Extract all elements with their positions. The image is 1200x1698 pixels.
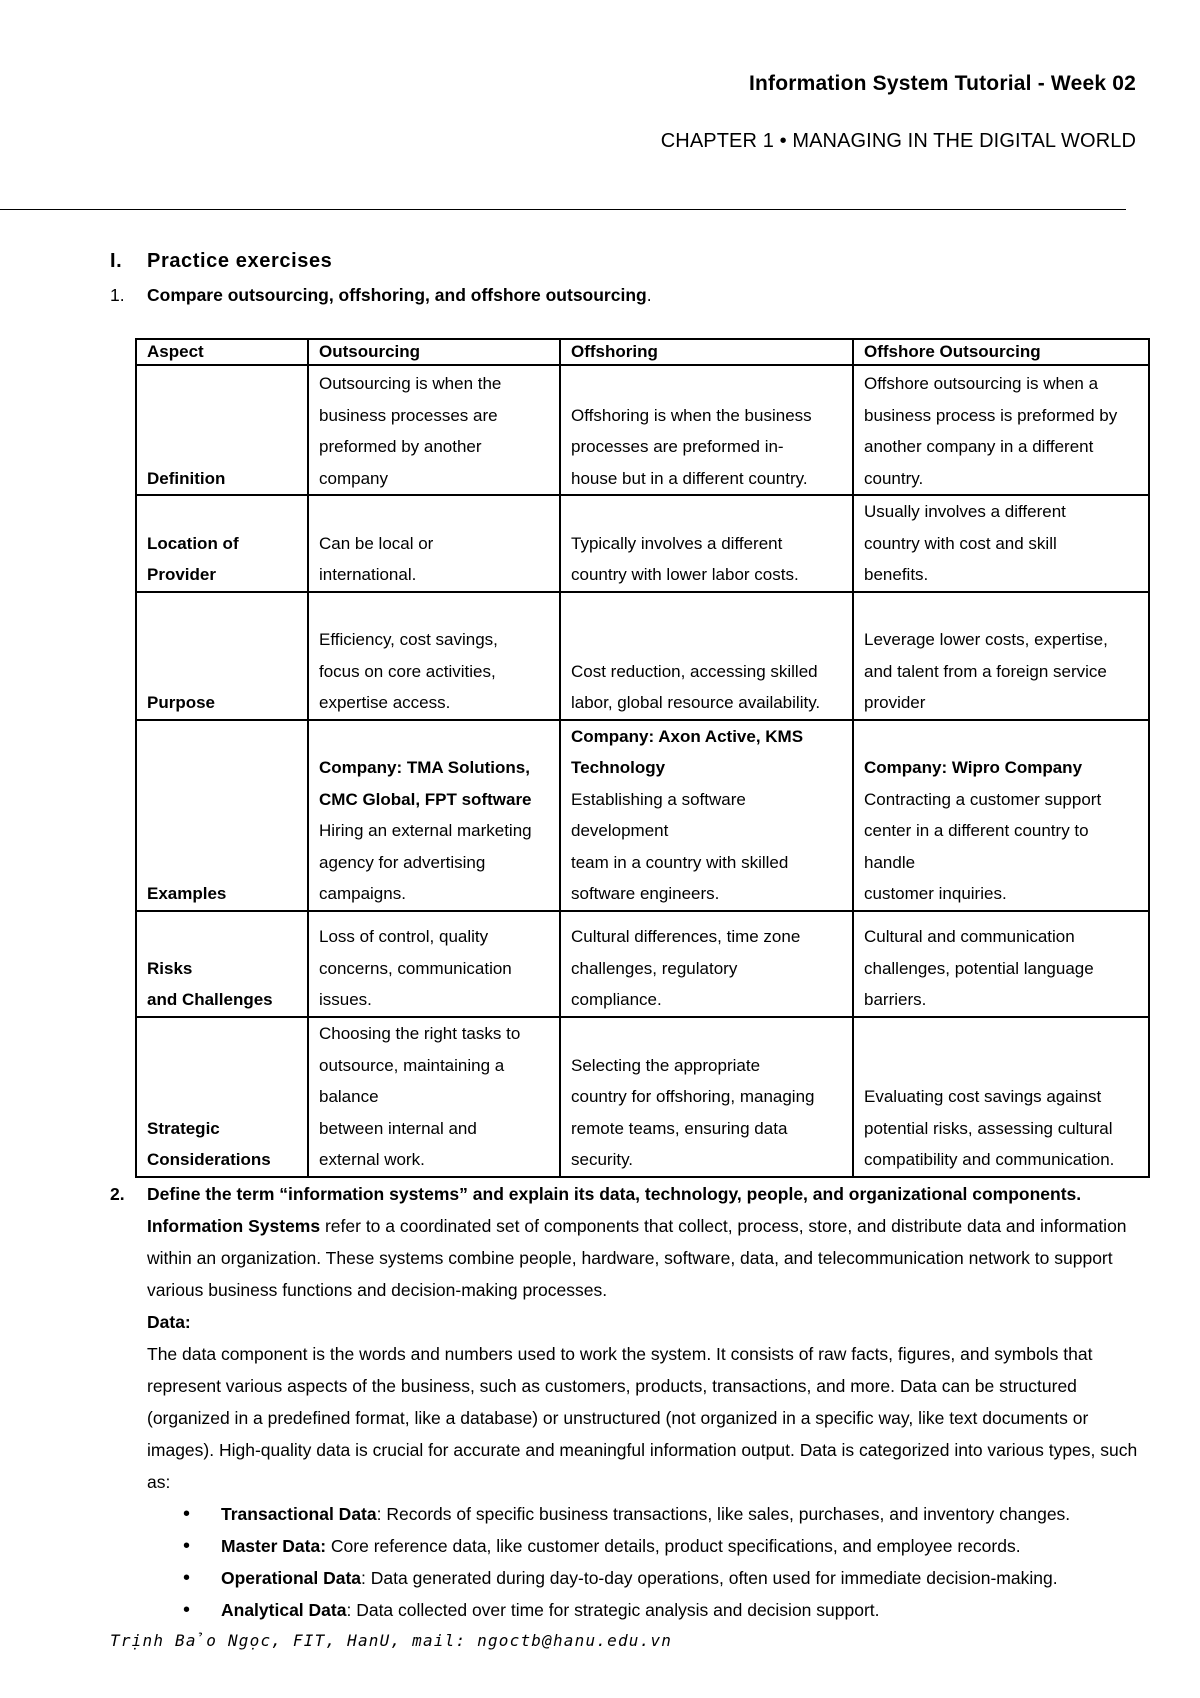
header-divider [0, 209, 1126, 210]
cell-line: Outsourcing is when the [319, 374, 502, 393]
outsourcing-cell [308, 911, 560, 1017]
question-1-text: Compare outsourcing, offshoring, and offshore outsourcing [147, 285, 647, 305]
cell-line: house but in a different country. [571, 468, 808, 488]
list-item-desc: : Data generated during day-to-day operations, often used for immediate decision-making. [361, 1568, 1058, 1588]
cell-line: country with lower labor costs. [571, 565, 799, 584]
list-item-desc: Core reference data, like customer details, product specifications, and employee records. [326, 1536, 1021, 1556]
list-item-term: Transactional Data [221, 1504, 377, 1524]
cell-line: between internal and [319, 1118, 477, 1138]
cell-line: Typically involves a different [571, 533, 783, 553]
list-item [147, 1498, 1150, 1530]
data-types-list [110, 1498, 1150, 1626]
offshoring-cell [560, 911, 853, 1017]
cell-line: business processes are [319, 405, 498, 425]
example-company-line: Technology [571, 758, 666, 777]
table-header-cell: Offshoring [560, 339, 853, 365]
cell-line: external work. [319, 1150, 425, 1169]
section-title: Practice exercises [147, 250, 333, 272]
list-item-term: Analytical Data [221, 1600, 347, 1620]
table-header-cell: Outsourcing [308, 339, 560, 365]
offshoring-cell [560, 720, 853, 911]
intro-text: refer to a coordinated set of components that collect, process, store, and distribute data and information within an organization. These systems combine people, hardware, software, data, and telecommunication network to support various business functions and decision-making processes. [147, 1216, 1127, 1300]
data-paragraph: The data component is the words and numbers used to work the system. It consists of raw facts, figures, and symbols that represent various aspects of the business, such as customers, products, transactions, and more. Data can be structured (organized in a predefined format, like a database) or unstructured (not organized in a specific way, like text documents or images). High-quality data is crucial for accurate and meaningful information output. Data is categorized into various types, such as: [147, 1344, 1138, 1492]
cell-line: preformed by another [319, 437, 482, 456]
cell-line: Establishing a software [571, 789, 746, 809]
aspect-cell [136, 365, 308, 495]
list-item-term: Master Data: [221, 1536, 327, 1556]
example-company-line: Company: Axon Active, KMS [571, 726, 804, 746]
example-company-line: Company: TMA Solutions, [319, 758, 530, 777]
cell-line: Provider [147, 565, 216, 584]
question-2-text: Define the term “information systems” and explain its data, technology, people, and organizational components. [147, 1184, 1082, 1204]
cell-line: center in a different country to [864, 821, 1089, 840]
cell-line: development [571, 821, 669, 840]
cell-line: company [319, 468, 388, 488]
offshore-outsourcing-cell [853, 495, 1149, 592]
outsourcing-cell [308, 592, 560, 720]
intro-term: Information Systems [147, 1216, 321, 1236]
cell-line: compatibility and communication. [864, 1150, 1115, 1169]
cell-line: another company in a different [864, 437, 1094, 456]
cell-line: security. [571, 1150, 634, 1169]
cell-line: handle [864, 852, 916, 872]
cell-line: campaigns. [319, 884, 406, 903]
cell-line: Strategic [147, 1118, 220, 1138]
cell-line: and Challenges [147, 990, 273, 1009]
cell-line: challenges, regulatory [571, 958, 738, 978]
cell-line: issues. [319, 990, 372, 1009]
example-company-line: CMC Global, FPT software [319, 789, 532, 809]
cell-line: country with cost and skill [864, 533, 1057, 553]
offshoring-cell [560, 495, 853, 592]
table-row [136, 720, 1149, 911]
table-row [136, 592, 1149, 720]
list-item [147, 1530, 1150, 1562]
cell-line: processes are preformed in- [571, 437, 784, 456]
cell-line: Purpose [147, 693, 216, 712]
example-company-line: Company: Wipro Company [864, 758, 1083, 777]
cell-line: barriers. [864, 990, 927, 1009]
chapter-subtitle: CHAPTER 1 • MANAGING IN THE DIGITAL WORLD [660, 130, 1136, 152]
cell-line: business process is preformed by [864, 405, 1118, 425]
intro-paragraph [147, 1210, 1150, 1306]
aspect-cell [136, 720, 308, 911]
cell-line: Loss of control, quality [319, 927, 489, 946]
cell-line: and talent from a foreign service [864, 661, 1107, 681]
outsourcing-cell [308, 495, 560, 592]
table-row [136, 1017, 1149, 1177]
cell-line: Selecting the appropriate [571, 1055, 761, 1075]
cell-line: Cost reduction, accessing skilled [571, 661, 818, 681]
cell-line: labor, global resource availability. [571, 693, 821, 712]
cell-line: Leverage lower costs, expertise, [864, 630, 1108, 649]
cell-line: remote teams, ensuring data [571, 1118, 788, 1138]
question-2-number: 2. [110, 1184, 125, 1204]
cell-line: provider [864, 693, 926, 712]
question-2-heading [110, 1178, 1150, 1210]
question-1 [110, 285, 652, 306]
list-item-desc: : Data collected over time for strategic analysis and decision support. [346, 1600, 880, 1620]
offshore-outsourcing-cell [853, 911, 1149, 1017]
cell-line: benefits. [864, 565, 929, 584]
table-header-cell: Offshore Outsourcing [853, 339, 1149, 365]
cell-line: Offshore outsourcing is when a [864, 374, 1099, 393]
cell-line: software engineers. [571, 884, 720, 903]
cell-line: Cultural and communication [864, 927, 1075, 946]
cell-line: Examples [147, 884, 227, 903]
cell-line: Can be local or [319, 533, 434, 553]
cell-line: Efficiency, cost savings, [319, 630, 498, 649]
cell-line: potential risks, assessing cultural [864, 1118, 1113, 1138]
offshore-outsourcing-cell [853, 720, 1149, 911]
cell-line: Usually involves a different [864, 502, 1066, 521]
cell-line: country for offshoring, managing [571, 1087, 815, 1106]
table-row [136, 495, 1149, 592]
cell-line: country. [864, 468, 924, 488]
question-2-answer [110, 1210, 1150, 1498]
cell-line: concerns, communication [319, 958, 512, 978]
offshore-outsourcing-cell [853, 592, 1149, 720]
offshoring-cell [560, 365, 853, 495]
cell-line: agency for advertising [319, 852, 486, 872]
cell-line: compliance. [571, 990, 662, 1009]
offshoring-cell [560, 1017, 853, 1177]
cell-line: Cultural differences, time zone [571, 927, 801, 946]
data-heading [147, 1306, 1150, 1338]
aspect-cell [136, 592, 308, 720]
document-header-title: Information System Tutorial - Week 02 [748, 72, 1136, 95]
aspect-cell [136, 1017, 308, 1177]
list-item-desc: : Records of specific business transactions, like sales, purchases, and inventory changes. [376, 1504, 1071, 1524]
offshore-outsourcing-cell [853, 1017, 1149, 1177]
cell-line: Offshoring is when the business [571, 405, 812, 425]
cell-line: focus on core activities, [319, 661, 496, 681]
cell-line: customer inquiries. [864, 884, 1007, 903]
cell-line: Evaluating cost savings against [864, 1087, 1102, 1106]
question-1-suffix: . [646, 285, 652, 305]
aspect-cell [136, 495, 308, 592]
cell-line: expertise access. [319, 693, 451, 712]
section-number: I. [110, 250, 123, 272]
cell-line: Location of [147, 533, 239, 553]
cell-line: Choosing the right tasks to [319, 1024, 521, 1043]
list-item-term: Operational Data [221, 1568, 362, 1588]
question-2 [110, 1178, 1150, 1626]
outsourcing-cell [308, 365, 560, 495]
cell-line: balance [319, 1087, 379, 1106]
cell-line: outsource, maintaining a [319, 1055, 505, 1075]
cell-line: Risks [147, 958, 193, 978]
list-item [147, 1562, 1150, 1594]
data-heading-text: Data: [147, 1312, 191, 1332]
list-item [147, 1594, 1150, 1626]
question-1-number: 1. [110, 285, 125, 305]
table-header-cell: Aspect [136, 339, 308, 365]
offshoring-cell [560, 592, 853, 720]
cell-line: Definition [147, 468, 226, 488]
table-row [136, 365, 1149, 495]
aspect-cell [136, 911, 308, 1017]
table-header-row [136, 339, 1149, 365]
section-heading [110, 250, 332, 273]
table-row [136, 911, 1149, 1017]
outsourcing-cell [308, 720, 560, 911]
cell-line: international. [319, 565, 417, 584]
cell-line: Contracting a customer support [864, 789, 1102, 809]
outsourcing-cell [308, 1017, 560, 1177]
cell-line: Considerations [147, 1150, 271, 1169]
cell-line: team in a country with skilled [571, 852, 789, 872]
page-footer: Trịnh Bảo Ngọc, FIT, HanU, mail: ngoctb@hanu.edu.vn [110, 1631, 673, 1650]
cell-line: Hiring an external marketing [319, 821, 532, 840]
comparison-table [135, 338, 1150, 1178]
cell-line: challenges, potential language [864, 958, 1094, 978]
offshore-outsourcing-cell [853, 365, 1149, 495]
